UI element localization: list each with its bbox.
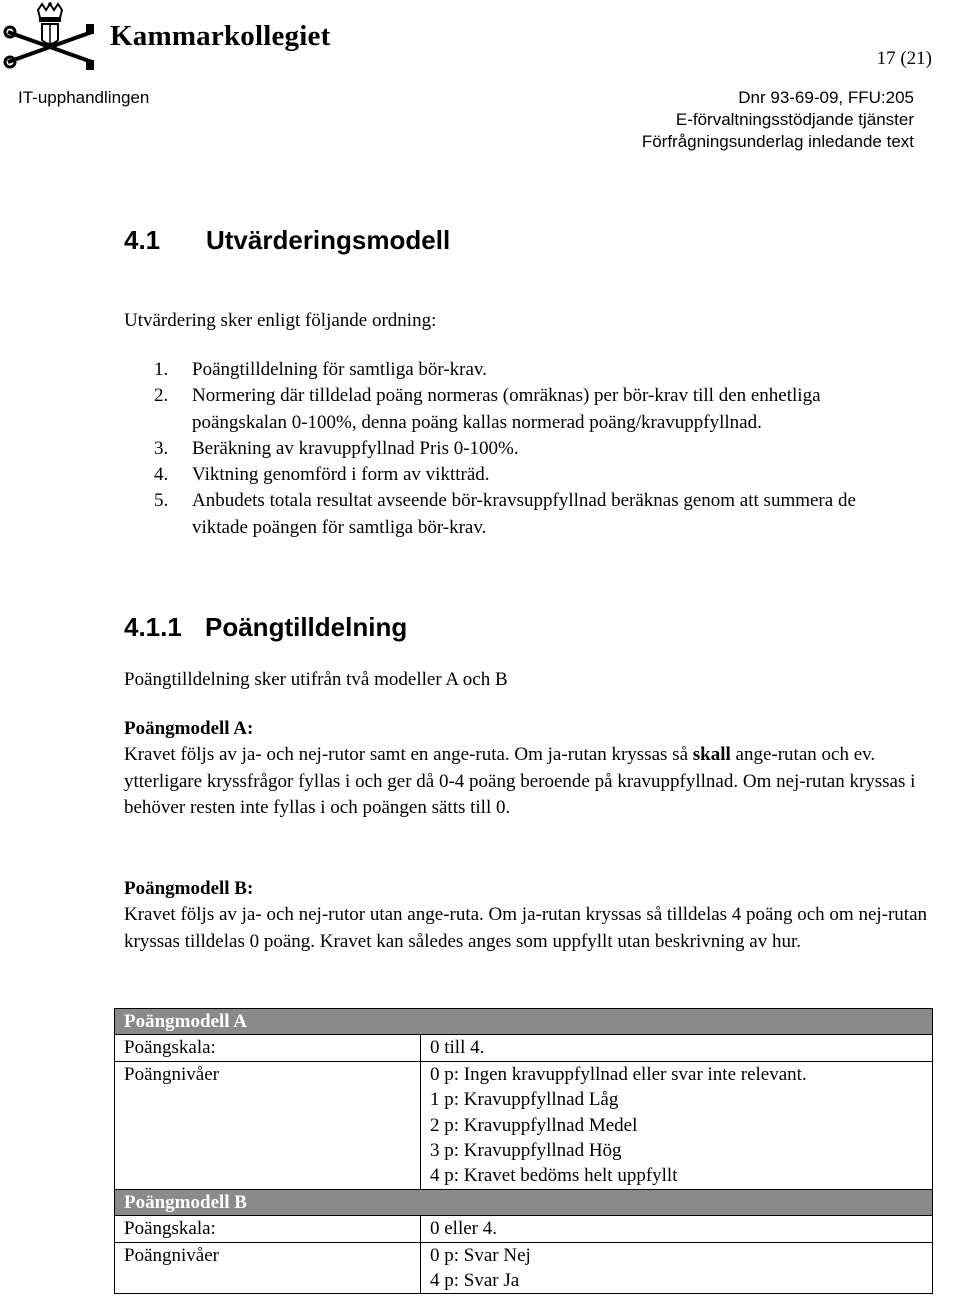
subsection-title: Poängtilldelning [205, 612, 408, 642]
table-cell [115, 1268, 421, 1294]
table-cell: 0 p: Svar Nej [421, 1242, 933, 1268]
logo-wordmark: Kammarkollegiet [110, 20, 331, 52]
list-item-number: 3. [154, 437, 169, 459]
header-category: E-förvaltningsstödjande tjänster [675, 110, 914, 129]
table-cell: 0 till 4. [421, 1035, 933, 1061]
table-row [115, 1009, 933, 1035]
model-a-emphasis: skall [692, 744, 731, 766]
table-row [115, 1035, 933, 1061]
model-a-text [124, 742, 934, 821]
model-b-text: Kravet följs av ja- och nej-rutor utan ange-ruta. Om ja-rutan kryssas så tilldelas 4 poäng och om nej-rutan kryssas tilldelas 0 poäng. Kravet kan således anges som uppfyllt utan beskrivning av hur. [124, 904, 928, 952]
list-item-number: 5. [154, 490, 169, 512]
list-item-text: Poängtilldelning för samtliga bör-krav. [192, 359, 487, 380]
subsection-intro: Poängtilldelning sker utifrån två modeller A och B [124, 669, 508, 690]
section-heading [124, 225, 450, 256]
page-number: 17 (21) [876, 48, 932, 69]
model-a-description [124, 716, 934, 821]
table-cell [115, 1163, 421, 1189]
model-b-description [124, 876, 934, 955]
points-model-table [114, 1008, 933, 1294]
list-item [154, 436, 874, 462]
table-row [115, 1216, 933, 1242]
list-item-number: 4. [154, 464, 169, 486]
table-cell: 2 p: Kravuppfyllnad Medel [421, 1113, 933, 1138]
model-a-text-part: Kravet följs av ja- och nej-rutor samt en ange-ruta. Om ja-rutan kryssas så [124, 744, 693, 766]
table-row [115, 1061, 933, 1087]
table-row [115, 1189, 933, 1215]
list-item-text: Viktning genomförd i form av viktträd. [192, 464, 490, 486]
table-cell [115, 1138, 421, 1163]
table-row [115, 1113, 933, 1138]
evaluation-steps-list [154, 357, 874, 541]
list-item-text: Anbudets totala resultat avseende bör-kravsuppfyllnad beräknas genom att summera de viktade poängen för samtliga bör-krav. [192, 490, 856, 538]
intro-paragraph: Utvärdering sker enligt följande ordning: [124, 310, 437, 331]
header-left: IT-upphandlingen [18, 88, 150, 107]
subsection-heading [124, 612, 407, 643]
table-header-model-b: Poängmodell B [115, 1189, 933, 1215]
table-cell: 0 p: Ingen kravuppfyllnad eller svar inte relevant. [421, 1061, 933, 1087]
table-cell: Poängnivåer [115, 1061, 421, 1087]
list-item [154, 383, 874, 436]
model-a-label: Poängmodell A: [124, 718, 254, 739]
model-b-label: Poängmodell B: [124, 878, 254, 899]
list-item-text: Beräkning av kravuppfyllnad Pris 0-100%. [192, 437, 519, 459]
table-row [115, 1268, 933, 1294]
table-cell: 4 p: Svar Ja [421, 1268, 933, 1294]
table-cell: 3 p: Kravuppfyllnad Hög [421, 1138, 933, 1163]
list-item [154, 488, 874, 541]
list-item [154, 357, 874, 383]
section-number: 4.1 [124, 225, 161, 255]
table-row [115, 1087, 933, 1112]
table-cell [115, 1113, 421, 1138]
table-cell: Poängskala: [115, 1216, 421, 1242]
model-a-text-part: ange-rutan och ev. ytterligare kryssfrågor fyllas i och ger då 0-4 poäng beroende på kravuppfyllnad. Om nej-rutan kryssas i behöver resten inte fyllas i och poängen sätts till 0. [124, 744, 916, 818]
table-cell: Poängnivåer [115, 1242, 421, 1268]
table-cell [115, 1087, 421, 1112]
header-doc-type: Förfrågningsunderlag inledande text [641, 132, 914, 151]
table-cell: Poängskala: [115, 1035, 421, 1061]
list-item-number: 1. [154, 359, 169, 380]
list-item-number: 2. [154, 385, 169, 407]
table-row [115, 1163, 933, 1189]
table-cell: 1 p: Kravuppfyllnad Låg [421, 1087, 933, 1112]
crown-emblem-icon [2, 2, 102, 74]
table-row [115, 1242, 933, 1268]
section-title: Utvärderingsmodell [206, 225, 451, 255]
list-item-text: Normering där tilldelad poäng normeras (omräknas) per bör-krav till den enhetliga poängskalan 0-100%, denna poäng kallas normerad poäng/kravuppfyllnad. [192, 385, 821, 433]
header-dnr: Dnr 93-69-09, FFU:205 [738, 88, 914, 107]
table-row [115, 1138, 933, 1163]
table-cell: 4 p: Kravet bedöms helt uppfyllt [421, 1163, 933, 1189]
list-item [154, 462, 874, 488]
kammarkollegiet-logo [2, 2, 331, 74]
table-cell: 0 eller 4. [421, 1216, 933, 1242]
subsection-number: 4.1.1 [124, 612, 182, 642]
table-header-model-a: Poängmodell A [115, 1009, 933, 1035]
